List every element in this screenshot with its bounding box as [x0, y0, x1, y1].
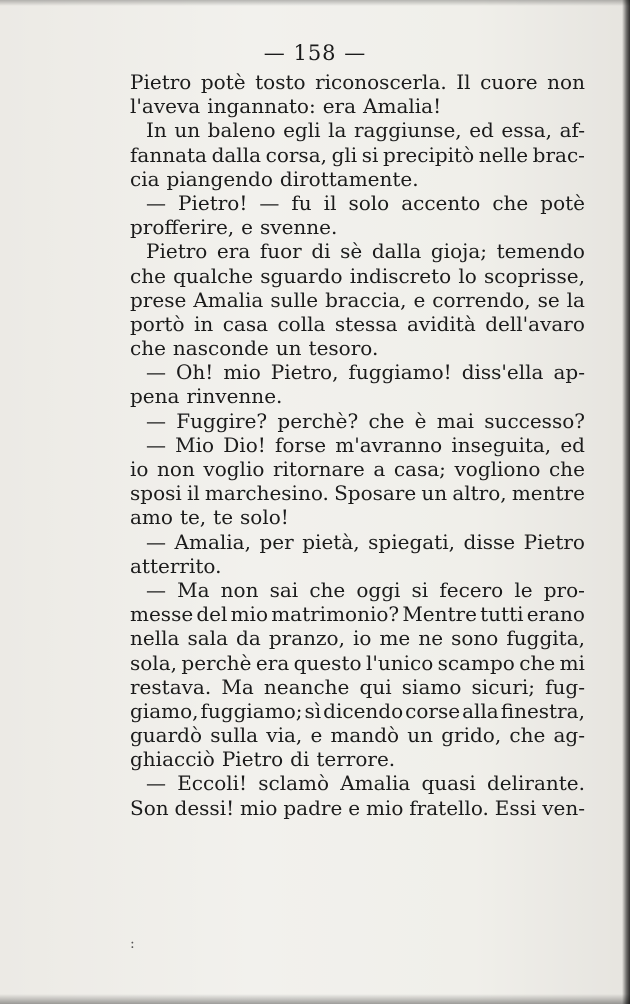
- word: alla: [462, 698, 499, 723]
- word: Il: [456, 70, 471, 94]
- text-line: [130, 433, 585, 457]
- word: —: [146, 360, 166, 385]
- word: Pietro,: [270, 360, 339, 385]
- text-line: [130, 771, 585, 795]
- word: padre: [283, 795, 343, 820]
- text-line: [130, 602, 585, 626]
- word: scampo: [437, 650, 515, 675]
- text-line: [130, 384, 585, 408]
- text-line: [130, 505, 585, 529]
- word: tosto: [255, 70, 306, 94]
- text-line: [130, 675, 585, 699]
- word: sola,: [130, 650, 177, 675]
- word: avidità: [406, 311, 476, 336]
- word: portò: [130, 311, 185, 336]
- word: è: [414, 408, 427, 433]
- word: mio: [240, 795, 278, 820]
- word: svenne.: [260, 215, 338, 240]
- word: non: [547, 70, 585, 94]
- word: delirante.: [486, 771, 585, 796]
- word: che: [368, 408, 405, 433]
- word: io: [352, 626, 372, 651]
- word: casa: [222, 311, 269, 336]
- word: si: [361, 142, 379, 167]
- word: tutti: [480, 602, 524, 627]
- word: gioja;: [430, 239, 487, 264]
- word: sono: [451, 626, 499, 651]
- word: che: [309, 577, 346, 602]
- word: pietà,: [302, 529, 360, 554]
- word: Son: [130, 795, 169, 820]
- text-line: [130, 312, 585, 336]
- word: il: [323, 190, 337, 215]
- word: af-: [559, 118, 585, 143]
- word: Essi: [494, 795, 537, 820]
- word: siamo: [401, 674, 462, 699]
- word: pranzo,: [268, 626, 345, 651]
- word: ingannato:: [207, 94, 316, 119]
- word: marchesino.: [204, 481, 329, 506]
- word: rinvenne.: [186, 384, 283, 409]
- word: —: [146, 408, 166, 433]
- word: Fuggire?: [176, 408, 268, 433]
- word: le: [514, 577, 533, 602]
- word: —: [146, 771, 166, 796]
- word: messe: [130, 602, 194, 627]
- word: Mio: [175, 432, 215, 457]
- text-line: [130, 94, 585, 118]
- word: casa;: [393, 457, 446, 481]
- word: dessi!: [174, 795, 235, 820]
- word: cia: [130, 166, 160, 191]
- word: Pietro: [221, 747, 284, 772]
- word: Ma: [177, 577, 210, 602]
- word: sè: [340, 239, 363, 264]
- word: solo!: [240, 505, 289, 530]
- text-line: [130, 215, 585, 239]
- word: un: [421, 481, 448, 506]
- word: Pietro: [146, 239, 208, 264]
- word: questo: [293, 650, 362, 675]
- word: via,: [266, 723, 303, 748]
- word: mandò: [330, 723, 400, 748]
- page-top-edge: [0, 0, 630, 6]
- word: diss'ella: [461, 360, 544, 385]
- word: qui: [359, 674, 392, 699]
- word: fu: [291, 190, 312, 215]
- word: un: [174, 118, 201, 143]
- word: e: [241, 215, 254, 240]
- text-line: [130, 723, 585, 747]
- word: ne: [418, 626, 444, 651]
- word: vogliono: [454, 457, 541, 481]
- word: fratello.: [409, 795, 489, 820]
- word: sclamò: [258, 771, 330, 796]
- text-line: [130, 747, 585, 771]
- word: baleno: [207, 118, 276, 143]
- word: mio: [230, 602, 268, 627]
- word: tesoro.: [308, 336, 379, 361]
- text-line: [130, 699, 585, 723]
- word: me: [379, 626, 411, 651]
- word: correndo,: [432, 287, 531, 312]
- word: da: [236, 626, 261, 651]
- word: pro-: [543, 577, 585, 602]
- word: —: [146, 190, 166, 215]
- word: ven-: [542, 795, 585, 820]
- word: guardò: [130, 723, 203, 748]
- text-line: [130, 191, 585, 215]
- word: ghiacciò: [130, 747, 215, 772]
- word: si: [411, 577, 429, 602]
- text-line: [130, 578, 585, 602]
- text-line: [130, 336, 585, 360]
- word: dirottamente.: [279, 166, 419, 191]
- word: fuor: [259, 239, 302, 264]
- word: dalla: [371, 239, 422, 264]
- word: l'unico: [365, 650, 434, 675]
- word: fuggiamo!: [348, 360, 452, 385]
- word: potè: [540, 190, 585, 215]
- text-line: [130, 796, 585, 820]
- word: e: [348, 795, 361, 820]
- word: colla: [277, 311, 326, 336]
- word: che: [548, 457, 585, 481]
- text-line: [130, 651, 585, 675]
- word: successo?: [484, 408, 585, 433]
- word: un: [407, 723, 434, 748]
- word: non: [220, 577, 259, 602]
- word: di: [311, 239, 331, 264]
- word: io: [130, 457, 149, 481]
- word: piangendo: [166, 166, 273, 191]
- word: corse: [405, 698, 461, 723]
- word: ed: [469, 118, 494, 143]
- word: spiegati,: [368, 529, 455, 554]
- word: te: [213, 505, 234, 530]
- word: Amalia: [193, 287, 264, 312]
- word: e: [413, 287, 426, 312]
- word: mi: [559, 650, 585, 675]
- word: che: [509, 723, 546, 748]
- text-line: [130, 626, 585, 650]
- text-line: [130, 264, 585, 288]
- text-line: [130, 360, 585, 384]
- stray-ink-mark: :: [130, 936, 135, 952]
- word: brac-: [532, 142, 585, 167]
- word: stessa: [334, 311, 398, 336]
- word: che: [519, 650, 556, 675]
- word: matrimonio?: [271, 602, 400, 627]
- word: Amalia: [340, 771, 411, 796]
- word: Amalia,: [174, 529, 251, 554]
- page-right-edge: [622, 0, 630, 1004]
- word: sai: [269, 577, 299, 602]
- word: Sposare: [334, 481, 417, 506]
- word: a: [373, 457, 386, 481]
- word: indiscreto: [349, 263, 452, 288]
- word: ed: [560, 432, 585, 457]
- word: sguardo: [260, 263, 343, 288]
- text-line: [130, 409, 585, 433]
- word: cuore: [480, 70, 538, 94]
- word: Pietro: [523, 529, 585, 554]
- word: che: [130, 263, 166, 288]
- word: Dio!: [223, 432, 266, 457]
- word: riconoscerla.: [315, 70, 447, 94]
- text-line: [130, 239, 585, 263]
- word: —: [146, 529, 166, 554]
- word: terrore.: [316, 747, 396, 772]
- word: del: [196, 602, 228, 627]
- word: perchè?: [277, 408, 359, 433]
- word: un: [275, 336, 302, 361]
- word: qualche: [173, 263, 254, 288]
- word: inseguita,: [451, 432, 552, 457]
- text-line: [130, 288, 585, 312]
- word: mio: [365, 795, 404, 820]
- word: finestra,: [500, 698, 585, 723]
- word: gli: [331, 142, 358, 167]
- word: sì: [304, 698, 322, 723]
- word: erano: [526, 602, 585, 627]
- word: in: [193, 311, 214, 336]
- text-line: [130, 530, 585, 554]
- word: raggiunse,: [353, 118, 462, 143]
- word: —: [146, 432, 166, 457]
- word: ap-: [553, 360, 585, 385]
- word: era: [255, 650, 290, 675]
- text-line: [130, 143, 585, 167]
- word: corsa,: [265, 142, 327, 167]
- word: temendo: [496, 239, 585, 264]
- word: Pietro: [130, 70, 192, 94]
- word: dell'avaro: [485, 311, 585, 336]
- word: la: [328, 118, 347, 143]
- word: Eccoli!: [177, 771, 248, 796]
- word: fuggiamo;: [200, 698, 303, 723]
- word: sulle: [270, 287, 319, 312]
- word: fannata: [130, 142, 207, 167]
- word: Oh!: [176, 360, 214, 385]
- page-number: — 158 —: [263, 41, 367, 65]
- word: forse: [274, 432, 327, 457]
- word: sicuri;: [471, 674, 535, 699]
- word: perchè: [181, 650, 252, 675]
- word: Ma: [221, 674, 254, 699]
- word: braccia,: [325, 287, 407, 312]
- word: te,: [179, 505, 207, 530]
- word: era: [216, 239, 251, 264]
- word: non: [157, 457, 195, 481]
- word: profferire,: [130, 215, 235, 240]
- word: scoprisse,: [484, 263, 585, 288]
- text-line: [130, 118, 585, 142]
- word: che: [130, 336, 166, 361]
- word: —: [146, 577, 166, 602]
- text-line: [130, 70, 585, 94]
- word: l'aveva: [130, 94, 201, 119]
- word: fuggita,: [506, 626, 585, 651]
- word: il: [186, 481, 200, 506]
- text-line: [130, 554, 585, 578]
- word: lo: [458, 263, 477, 288]
- word: Amalia!: [363, 94, 442, 119]
- word: dalla: [211, 142, 262, 167]
- word: nelle: [478, 142, 529, 167]
- word: fug-: [545, 674, 585, 699]
- text-line: [130, 481, 585, 505]
- word: la: [566, 287, 585, 312]
- word: per: [259, 529, 294, 554]
- word: solo: [348, 190, 390, 215]
- word: egli: [283, 118, 321, 143]
- word: se: [537, 287, 560, 312]
- word: In: [146, 118, 167, 143]
- word: accento: [401, 190, 481, 215]
- word: m'avranno: [335, 432, 443, 457]
- word: giamo,: [130, 698, 199, 723]
- text-line: [130, 457, 585, 481]
- word: disse: [463, 529, 516, 554]
- word: che: [492, 190, 529, 215]
- word: amo: [130, 505, 173, 530]
- word: sulla: [210, 723, 259, 748]
- word: quasi: [421, 771, 476, 796]
- word: mio: [223, 360, 261, 385]
- word: mentre: [511, 481, 585, 506]
- word: essa,: [501, 118, 553, 143]
- word: grido,: [441, 723, 502, 748]
- word: Pietro!: [178, 190, 248, 215]
- word: ag-: [553, 723, 585, 748]
- word: prese: [130, 287, 187, 312]
- word: precipitò: [383, 142, 475, 167]
- word: sala: [187, 626, 228, 651]
- word: e: [310, 723, 323, 748]
- word: dicendo: [323, 698, 404, 723]
- word: fecero: [439, 577, 504, 602]
- text-line: [130, 167, 585, 191]
- word: nella: [130, 626, 180, 651]
- word: nasconde: [172, 336, 269, 361]
- body-text: [130, 70, 585, 820]
- word: voglio: [203, 457, 265, 481]
- word: altro,: [452, 481, 507, 506]
- word: potè: [200, 70, 246, 94]
- word: oggi: [356, 577, 401, 602]
- word: pena: [130, 384, 180, 409]
- word: —: [259, 190, 280, 215]
- word: ritornare: [272, 457, 365, 481]
- word: Mentre: [402, 602, 477, 627]
- word: mai: [436, 408, 475, 433]
- word: era: [322, 94, 357, 119]
- word: sposi: [130, 481, 182, 506]
- word: atterrito.: [130, 553, 222, 578]
- word: di: [290, 747, 310, 772]
- word: restava.: [130, 674, 212, 699]
- page-bottom-edge: [0, 994, 630, 1004]
- word: neanche: [263, 674, 350, 699]
